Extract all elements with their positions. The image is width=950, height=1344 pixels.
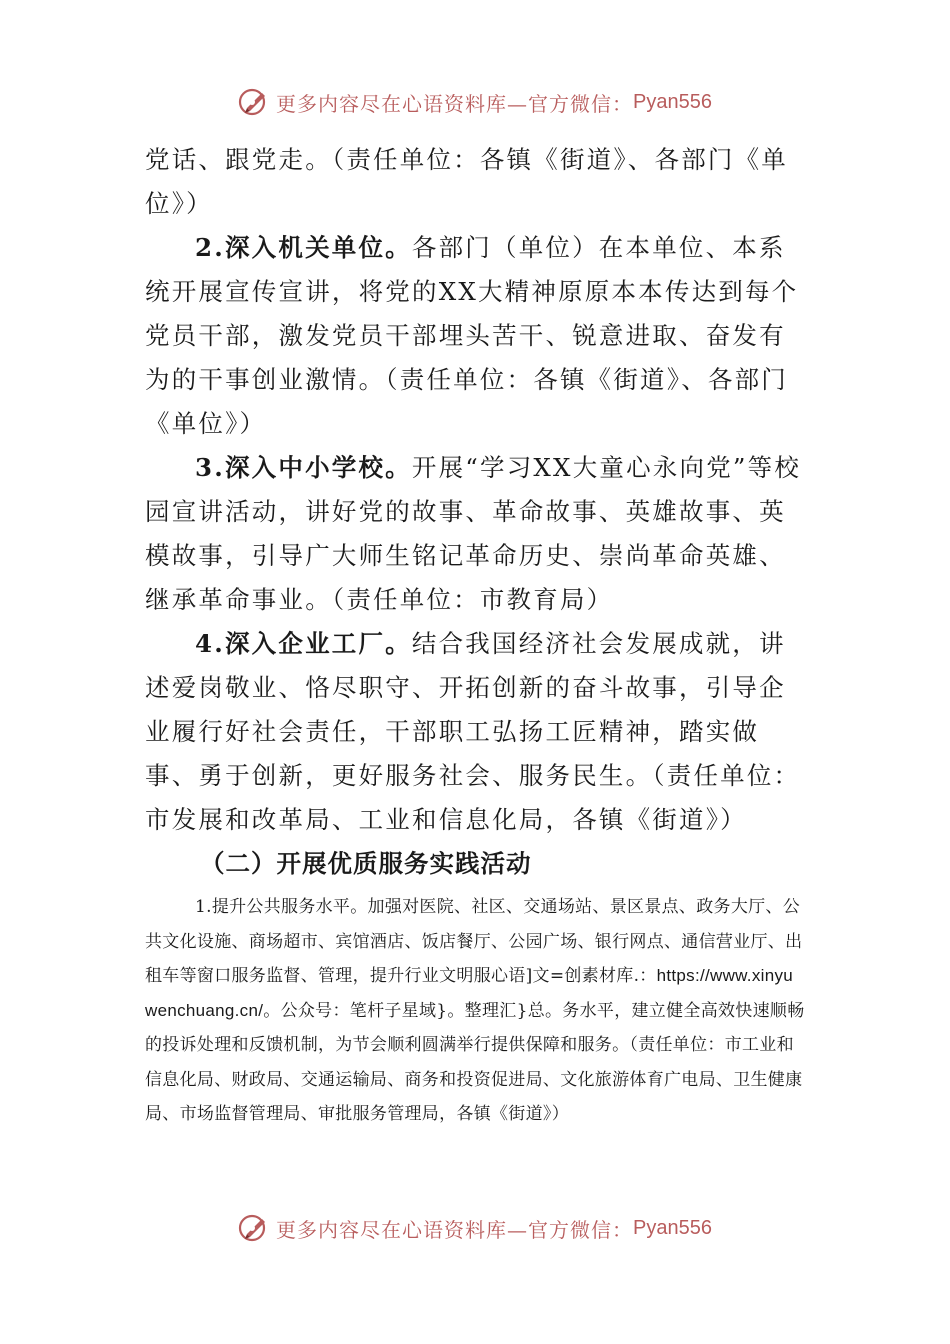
source-url: https://www.xinyuwenchuang.cn/ [145,966,794,1020]
item-title: 2.深入机关单位。 [195,233,412,262]
paragraph-enterprises [145,622,805,842]
watermark-wechat-id: Pyan556 [633,1216,712,1239]
item-text: 1.提升公共服务水平。加强对医院、社区、交通场站、景区景点、政务大厅、公共文化设施、商场超市、宾馆酒店、饭店餐厅、公园广场、银行网点、通信营业厅、出租车等窗口服务监督、管理，提升行业文明服心语]文=创素材库.： [145,897,803,986]
watermark-wechat-id: Pyan556 [633,90,712,113]
footer-watermark [0,1212,950,1244]
item-text: 各部门（单位）在本单位、本系统开展宣传宣讲，将党的XX大精神原原本本传达到每个党员干部，激发党员干部埋头苦干、锐意进取、奋发有为的干事创业激情。（责任单位：各镇《街道》、各部门《单位》） [145,233,799,438]
item-text: 。公众号：笔杆子星域}。整理汇}总。务水平，建立健全高效快速顺畅的投诉处理和反馈机制，为节会顺利圆满举行提供保障和服务。（责任单位：市工业和信息化局、财政局、交通运输局、商务和投资促进局、文化旅游体育广电局、卫生健康局、市场监督管理局、审批服务管理局，各镇《街道》） [145,1000,805,1124]
pen-logo-icon [238,86,270,118]
paragraph-schools [145,446,805,622]
item-text: 开展“学习XX大童心永向党”等校园宣讲活动，讲好党的故事、革命故事、英雄故事、英模故事，引导广大师生铭记革命历史、崇尚革命英雄、继承革命事业。（责任单位：市教育局） [145,453,802,614]
pen-logo-icon [238,1212,270,1244]
watermark-text: 更多内容尽在心语资料库—官方微信： [276,91,634,116]
header-watermark [0,86,950,118]
item-title: 4.深入企业工厂。 [195,629,412,658]
paragraph-continued: 党话、跟党走。（责任单位：各镇《街道》、各部门《单位》） [145,145,788,218]
paragraph-public-service [145,890,805,1132]
document-body [145,138,805,1132]
item-title: 3.深入中小学校。 [195,453,412,482]
watermark-text: 更多内容尽在心语资料库—官方微信： [276,1217,634,1242]
section-heading: （二）开展优质服务实践活动 [200,849,532,878]
paragraph-government-units [145,226,805,446]
item-text: 结合我国经济社会发展成就，讲述爱岗敬业、恪尽职守、开拓创新的奋斗故事，引导企业履行好社会责任，干部职工弘扬工匠精神，踏实做事、勇于创新，更好服务社会、服务民生。（责任单位：市发展和改革局、工业和信息化局，各镇《街道》） [145,629,801,834]
